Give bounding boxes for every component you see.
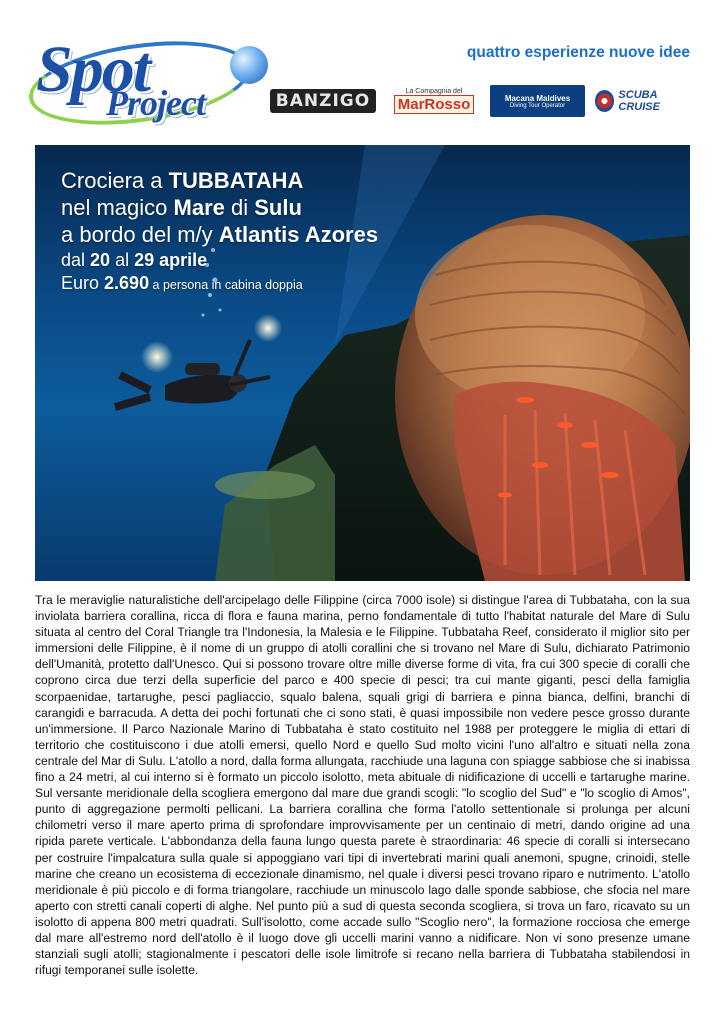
partner-logo-macana (490, 85, 585, 117)
article-body: Tra le meraviglie naturalistiche dell'arcipelago delle Filippine (circa 7000 isole) si distingue l'area di Tubbataha, con la sua inviolata barriera corallina, ricca di flora e fauna marina, perno fondamentale di tutto l'habitat naturale del Mare di Sulu situata al centro del Coral Triangle tra l'Indonesia, la Malesia e le Filippine. Tubbataha Reef, considerato il miglior sito per immersioni delle Filippine, è il nome di un gruppo di atolli corallini che si trovano nel Mare di Sulu, dichiarato Patrimonio dell'Umanità, protetto dall'Unesco. Qui si possono trovare oltre mille diverse forme di vita, fra cui 300 specie di coralli che coprono circa due terzi della superficie del parco e 400 specie di pesci; tra cui mante giganti, pesci della famiglia scorpaenidae, tartarughe, pesci pagliaccio, squalo balena, squali grigi di barriera e pinna bianca, delfini, branchi di carangidi e barracuda. A detta dei pochi fortunati che ci sono stati, è quasi impossibile non vedere pesce grosso durante un'immersione. Il Parco Nazionale Marino di Tubbataha è stato costituito nel 1988 per proteggere le miglia di ettari di territorio che costituiscono i due atolli emersi, quello Nord e quello Sud molto vicini l'uno all'altro e situati nella zona centrale del Mar di Sulu. L'atollo a nord, dalla forma allungata, racchiude una laguna con spiagge sabbiose che si inabissa fino a 24 metri, al cui interno si è formato un piccolo isolotto, meta abituale di nidificazione di uccelli e tartarughe marine. Sul versante meridionale della scogliera emergono dal mare due grandi scogli: "lo scoglio del Sud" e "lo scoglio di Amos", punto di aggregazione permolti pellicani. La barriera corallina che forma l'atollo settentionale si prolunga per alcuni chilometri verso il mare aperto prima di sprofondare improvvisamente per un centinaio di metri, dando origine ad una ripida parete verticale. L'abbondanza della fauna lungo questa parete è straordinaria: 46 specie di coralli si intersecano per costruire l'impalcatura sulla quale si appoggiano vari tipi di invertebrati marini quali anemoni, spugne, crinoidi, stelle marine che creano un ecosistema di eccezionale dinamismo, nel quale i diversi pesci trovano riparo e nutrimento. L'atollo meridionale è più piccolo e di forma triangolare, racchiude un minuscolo lago dalle sponde sabbiose, che sfocia nel mare aperto con stretti canali coperti di alghe. Nel punto più a sud di questa seconda scogliera, si trova un faro, ricavato su un isolotto di appena 800 metri quadrati. Sull'isolotto, come accade sullo "Scoglio nero", la formazione rocciosa che emerge dal mare all'estremo nord dell'atollo è il luogo dove gli uccelli marini vanno a nidificare. Non vi sono presenze umane stanziali sugli atolli; stagionalmente i pescatori delle isole limitrofe si recano nella barriera di Tubbataha stabilendosi in rifugi temporanei sulle isolette. (35, 593, 690, 978)
marrosso-small-text: La Compagnia del (405, 88, 463, 95)
scuba-cruise-wordmark: SCUBA CRUISE (618, 89, 660, 113)
logo-bubble (230, 46, 268, 84)
logo-word-spot: Spot (36, 33, 150, 106)
diver (115, 340, 270, 407)
macana-name: Macana Maldives (504, 93, 571, 103)
partner-logo-marrosso (386, 85, 482, 117)
headline-line-2: nel magico Mare di Sulu (61, 195, 302, 220)
headline-line-1: Crociera a TUBBATAHA (61, 168, 304, 193)
banzigo-wordmark: BANZIGO (270, 89, 376, 113)
marrosso-wordmark: MarRosso (394, 95, 475, 114)
logo-word-project: Project (106, 83, 205, 123)
macana-subtitle: Diving Tour Operator (509, 102, 566, 109)
reef-left (215, 445, 335, 581)
headline-price: Euro 2.690 a persona in cabina doppia (61, 273, 303, 293)
dive-light-right (254, 314, 282, 342)
tagline: quattro esperienze nuove idee (466, 44, 690, 61)
hero-headline (61, 167, 378, 296)
dive-light-left (141, 341, 173, 373)
headline-dates: dal 20 al 29 aprile (61, 250, 208, 270)
hero-underwater-photo (35, 145, 690, 581)
partner-logo-banzigo (276, 85, 370, 117)
partner-logo-scuba-cruise (595, 85, 692, 117)
headline-line-3: a bordo del m/y Atlantis Azores (61, 222, 379, 247)
lifebuoy-icon (595, 90, 614, 112)
spot-project-logo (28, 30, 248, 125)
